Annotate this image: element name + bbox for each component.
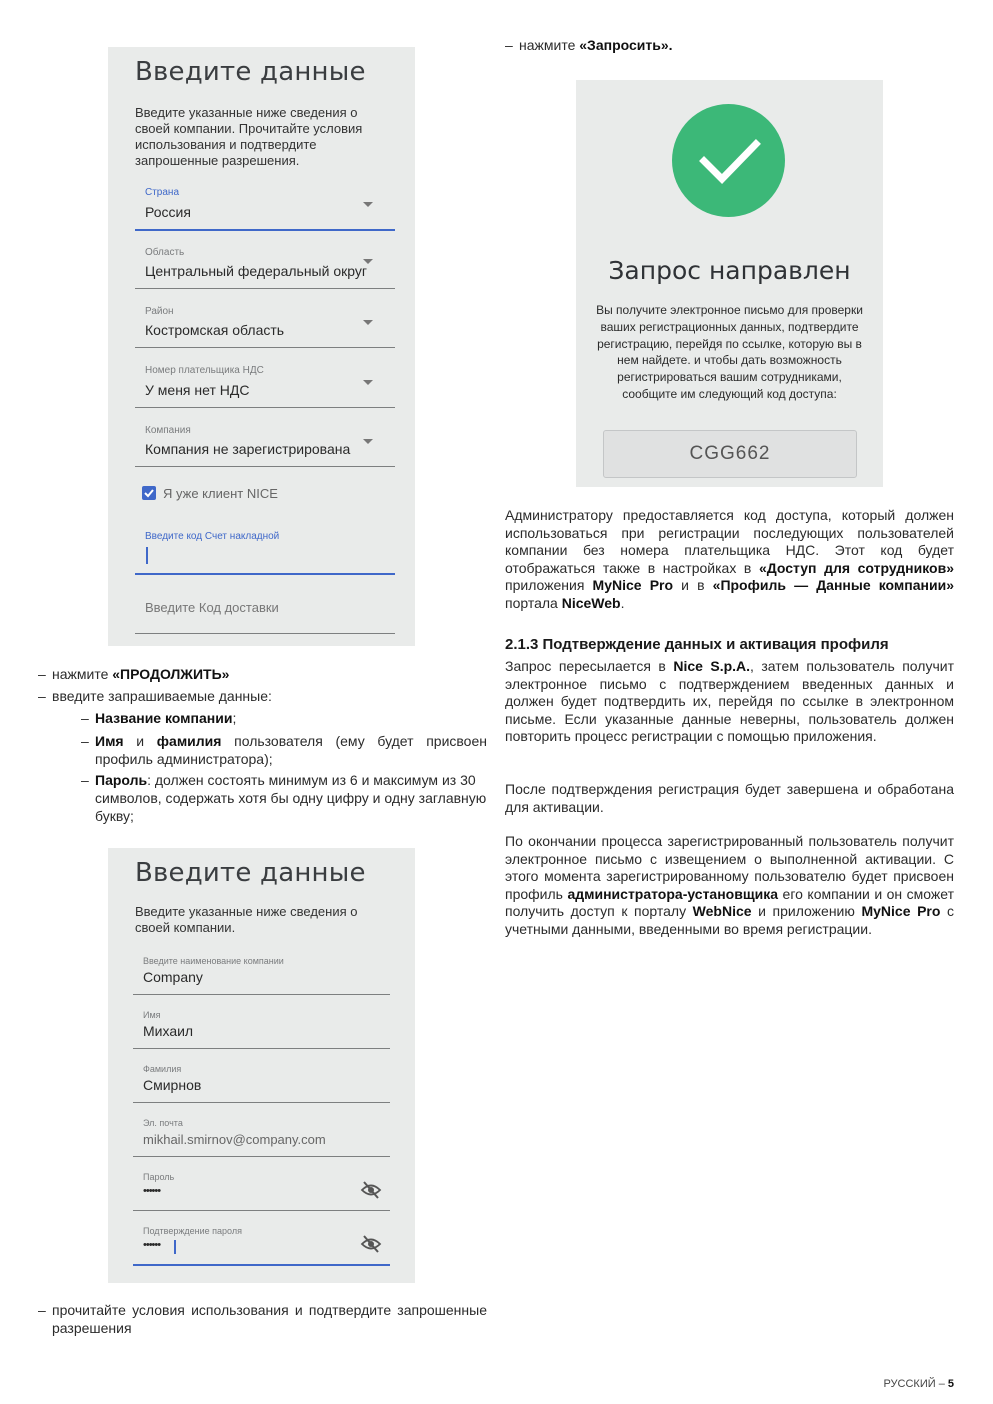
last-name-input[interactable] (133, 1064, 390, 1103)
email-label: Эл. почта (143, 1118, 183, 1128)
company-name-value: Company (143, 969, 203, 985)
delivery-code-input[interactable] (135, 597, 395, 634)
first-name-label: Имя (143, 1010, 161, 1020)
activation-paragraph: После подтверждения регистрация будет завершена и обработана для активации. (505, 781, 954, 815)
chevron-down-icon[interactable] (363, 202, 373, 207)
country-label: Страна (145, 187, 180, 198)
request-sent-title: Запрос направлен (608, 256, 851, 285)
form-intro: Введите указанные ниже сведения о своей компании. (135, 904, 358, 935)
password-label: Пароль (143, 1172, 175, 1182)
continue-label: «ПРОДОЛЖИТЬ» (112, 666, 230, 682)
footer-language: РУССКИЙ – (883, 1378, 948, 1390)
password-value: •••••• (143, 1185, 161, 1197)
chevron-down-icon[interactable] (363, 439, 373, 444)
eye-off-icon[interactable] (360, 1233, 382, 1255)
confirmation-paragraph: Запрос пересылается в Nice S.p.A., затем пользователь получит электронное письмо с подтверждением введенных данных и должен будет подтвердить их, перейдя по ссылке в электронном письме. Если указанные данные неверны, пользователь должен повторить процесс регистрации с помощью приложения. (505, 658, 954, 744)
last-name-label: Фамилия (143, 1064, 182, 1074)
user-data-form-card (108, 848, 415, 1283)
access-code-box: CGG662 (603, 430, 857, 478)
region-select[interactable] (135, 247, 395, 289)
first-name-input[interactable] (133, 1010, 390, 1049)
text-cursor (174, 1240, 176, 1254)
page-footer (883, 1378, 954, 1390)
checkbox-label: Я уже клиент NICE (163, 486, 278, 501)
district-select[interactable] (135, 306, 395, 348)
completion-paragraph: По окончании процесса зарегистрированный пользователь получит электронное письмо с извещением о выполненной активации. С этого момента зарегистрированному пользователю будет присвоен профиль администратора-установщика его компании и он сможет получить доступ к порталу WebNice и приложению MyNice Pro с учетными данными, введенными во время регистрации. (505, 833, 955, 937)
form-title: Введите данные (135, 57, 366, 87)
form-intro: Введите указанные ниже сведения о своей компании. Прочитайте условия использования и подтвердите запрошенные разрешения. (135, 105, 363, 168)
confirm-password-value: •••••• (143, 1239, 161, 1251)
region-label: Область (145, 247, 185, 258)
first-name-value: Михаил (143, 1023, 194, 1039)
last-name-value: Смирнов (143, 1077, 202, 1093)
country-select[interactable] (135, 187, 395, 231)
form-title: Введите данные (135, 858, 366, 888)
district-label: Район (145, 306, 174, 317)
district-value: Костромская область (145, 322, 285, 338)
email-value: mikhail.smirnov@company.com (143, 1132, 326, 1147)
country-value: Россия (145, 204, 191, 220)
password-field[interactable] (133, 1172, 390, 1211)
delivery-code-placeholder: Введите Код доставки (145, 600, 279, 615)
text-cursor (146, 547, 148, 564)
invoice-code-input[interactable] (135, 531, 395, 575)
section-heading: 2.1.3 Подтверждение данных и активация профиля (505, 636, 889, 653)
request-label: «Запросить» (579, 37, 669, 53)
success-check-icon (672, 104, 785, 217)
vat-value: У меня нет НДС (145, 382, 250, 398)
company-value: Компания не зарегистрирована (145, 441, 351, 457)
existing-client-checkbox[interactable] (142, 486, 342, 502)
chevron-down-icon[interactable] (363, 380, 373, 385)
page-number: 5 (947, 1378, 954, 1390)
registration-form-card (108, 47, 415, 646)
company-label: Компания (145, 425, 191, 436)
vat-label: Номер плательщика НДС (145, 365, 264, 376)
confirm-password-label: Подтверждение пароля (143, 1226, 242, 1236)
company-name-input[interactable] (133, 956, 390, 995)
eye-off-icon[interactable] (360, 1179, 382, 1201)
company-name-label: Введите наименование компании (143, 956, 284, 966)
chevron-down-icon[interactable] (363, 320, 373, 325)
confirm-password-field[interactable] (133, 1226, 390, 1266)
checkbox-checked-icon[interactable] (142, 486, 156, 500)
region-value: Центральный федеральный округ (145, 263, 367, 279)
email-field[interactable] (133, 1118, 390, 1157)
company-select[interactable] (135, 425, 395, 467)
request-sent-card (576, 80, 883, 487)
request-sent-message: Вы получите электронное письмо для проверки ваших регистрационных данных, подтвердите регистрацию, перейдя по ссылке, которую вы в нем найдете. и чтобы дать возможность регистрироваться вашим сотрудниками, сообщите им следующий код доступа: (596, 303, 863, 401)
access-code-paragraph: Администратору предоставляется код доступа, который должен использоваться при регистрации последующих пользователей компании без номера плательщика НДС. Этот код будет отображаться также в настройках в «Доступ для сотрудников» приложения MyNice Pro и в «Профиль — Данные компании» портала NiceWeb. (505, 507, 954, 611)
invoice-code-label: Введите код Счет накладной (145, 531, 280, 542)
chevron-down-icon[interactable] (363, 259, 373, 264)
vat-select[interactable] (135, 365, 395, 408)
